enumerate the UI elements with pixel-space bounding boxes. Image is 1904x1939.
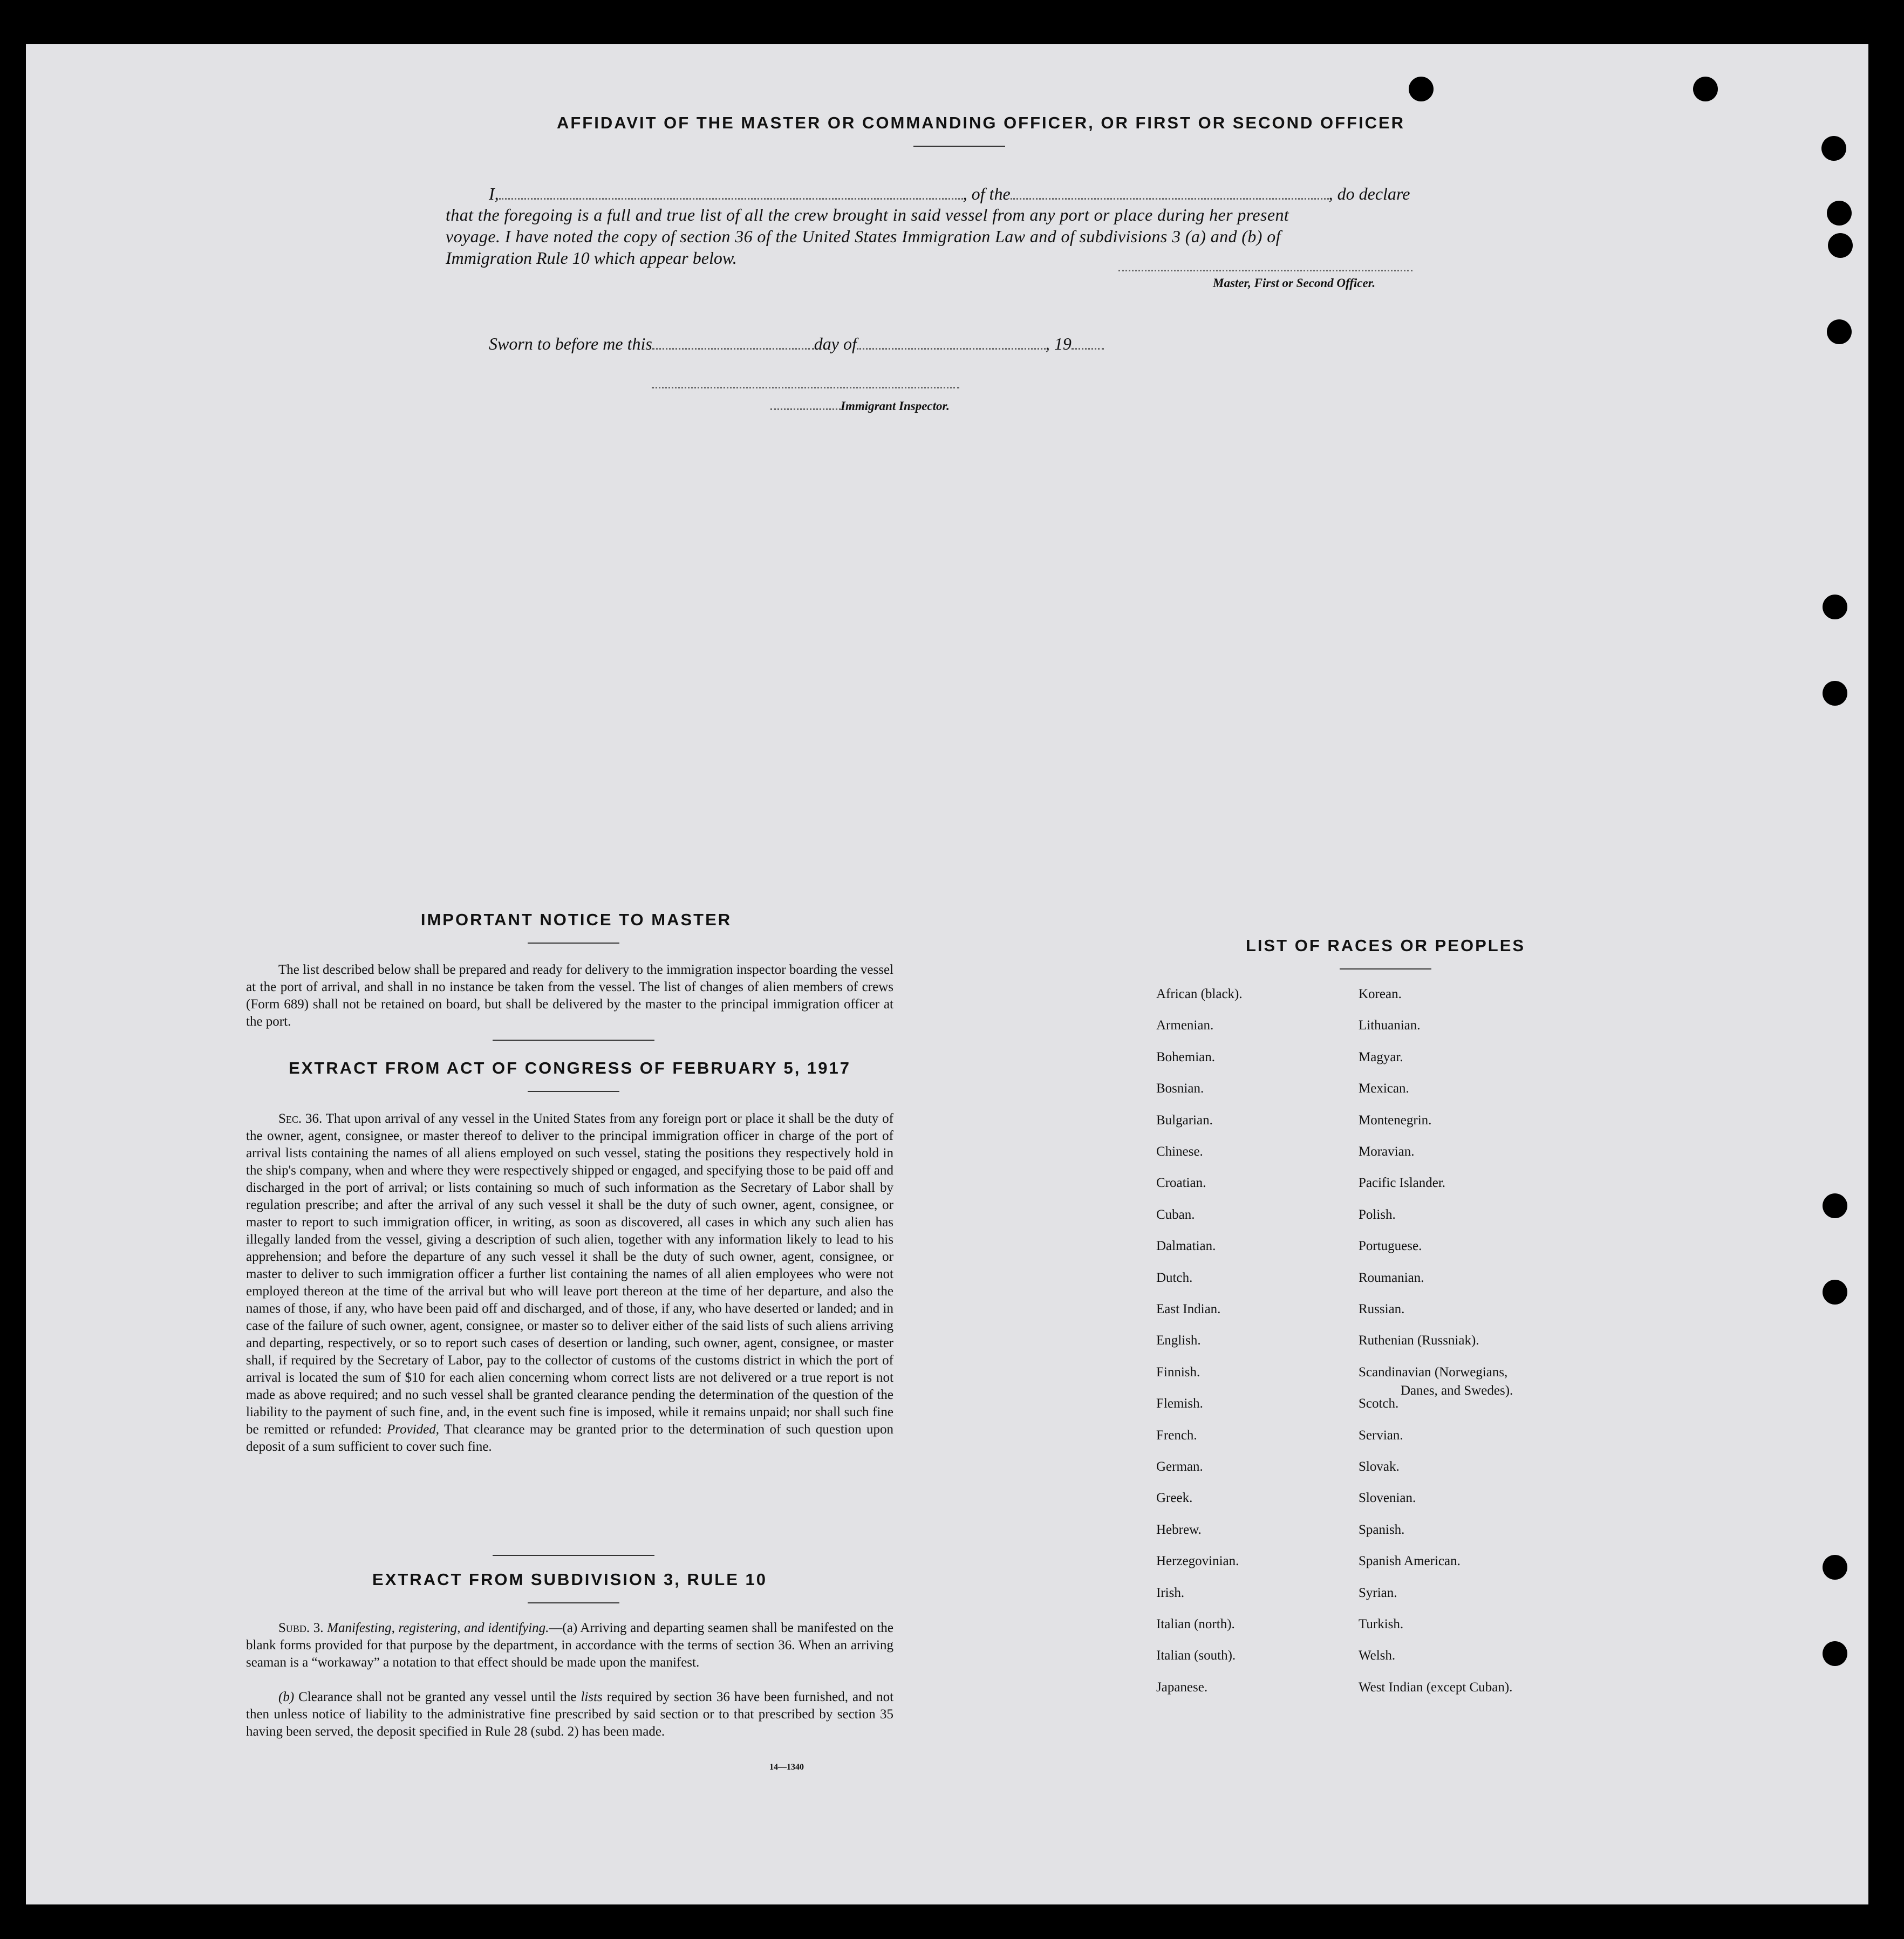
sworn-date-field[interactable] bbox=[652, 332, 814, 350]
race-entry: Dalmatian. bbox=[1156, 1239, 1216, 1254]
race-entry: Syrian. bbox=[1359, 1585, 1397, 1600]
rule-title: EXTRACT FROM SUBDIVISION 3, RULE 10 bbox=[372, 1570, 767, 1589]
race-entry: Scotch. bbox=[1359, 1396, 1399, 1411]
master-signature-label: Master, First or Second Officer. bbox=[1213, 276, 1376, 290]
sec-36-label: Sec. 36. bbox=[278, 1111, 323, 1126]
notice-title-rule bbox=[528, 943, 619, 944]
race-entry: Scandinavian (Norwegians, bbox=[1359, 1364, 1508, 1380]
subd-3-label: Subd. 3. bbox=[278, 1621, 324, 1635]
race-entry: Greek. bbox=[1156, 1491, 1193, 1506]
affidavit-declaration-line bbox=[489, 182, 1498, 204]
race-entry: Cuban. bbox=[1156, 1207, 1195, 1222]
race-entry: Welsh. bbox=[1359, 1648, 1396, 1663]
race-entry: Lithuanian. bbox=[1359, 1018, 1421, 1033]
act-title: EXTRACT FROM ACT OF CONGRESS OF FEBRUARY 5, 1917 bbox=[289, 1059, 851, 1077]
punch-hole-decoration bbox=[1823, 1193, 1847, 1218]
inspector-label: Immigrant Inspector. bbox=[841, 399, 950, 413]
punch-hole-decoration bbox=[1823, 1280, 1847, 1305]
do-declare-label: , do declare bbox=[1328, 184, 1410, 203]
race-entry: Roumanian. bbox=[1359, 1270, 1424, 1285]
affidavit-title-rule bbox=[913, 146, 1005, 147]
punch-hole-decoration bbox=[1827, 319, 1852, 344]
inspector-dotted-lead bbox=[770, 398, 841, 410]
subd-3b-label: (b) bbox=[278, 1690, 295, 1704]
race-entry: Bosnian. bbox=[1156, 1081, 1204, 1096]
race-entry: Mexican. bbox=[1359, 1081, 1409, 1096]
sec-36-end: That clearance may be granted prior to the determination of such question upon deposit of a sum sufficient to cover such fine. bbox=[246, 1422, 894, 1454]
punch-hole-decoration bbox=[1823, 681, 1847, 706]
affidavit-title: AFFIDAVIT OF THE MASTER OR COMMANDING OFFICER, OR FIRST OR SECOND OFFICER bbox=[556, 113, 1405, 132]
subd-3-heading: Manifesting, registering, and identifying. bbox=[327, 1621, 549, 1635]
form-number: 14—1340 bbox=[769, 1763, 804, 1772]
race-entry: African (black). bbox=[1156, 987, 1243, 1001]
rule-subd-3b-text bbox=[246, 1689, 893, 1740]
race-entry: Chinese. bbox=[1156, 1144, 1203, 1159]
race-entry: Flemish. bbox=[1156, 1396, 1203, 1411]
punch-hole-decoration bbox=[1821, 136, 1846, 161]
vessel-name-field[interactable] bbox=[1011, 182, 1329, 200]
race-entry: Slovak. bbox=[1359, 1459, 1400, 1474]
races-title: LIST OF RACES OR PEOPLES bbox=[1245, 936, 1526, 955]
rule-title-rule bbox=[528, 1602, 619, 1603]
sec-36-body: That upon arrival of any vessel in the United States from any foreign port or place it shall be the duty of the owner, agent, consignee, or master thereof to deliver to the principal immigration officer in charge of the port of arrival lists containing the names of all aliens employed on such vessel, stating the positions they respectively hold in the ship's company, when and where they were respectively shipped or engaged, and specifying those to be paid off and discharged in the port of arrival; or lists containing so much of such information as the Secretary of Labor shall by regulation prescribe; and after the arrival of any such vessel it shall be the duty of such owner, agent, consignee, or master to report to such immigration officer, in writing, as soon as discovered, all cases in which any such alien has illegally landed from the vessel, giving a description of such alien, together with any information likely to lead to his apprehension; and before the departure of any such vessel it shall be the duty of such owner, agent, consignee, or master to deliver to such immigration officer a further list containing the names of all alien employees who were not employed thereon at the time of the arrival but who will leave port thereon at the time of her departure, and also the names of those, if any, who have been paid off and discharged, and of those, if any, who have deserted or landed; and in case of the failure of such owner, agent, consignee, or master so to deliver either of the said lists of such aliens arriving and departing, respectively, or so to report such cases of desertion or landing, such owner, agent, consignee, or master shall, if required by the Secretary of Labor, pay to the collector of customs of the customs district in which the port of arrival is located the sum of $10 for each alien concerning whom correct lists are not delivered or a true report is not made as above required; and no such vessel shall be granted clearance pending the determination of the question of the liability to the payment of such fine, and, in the event such fine is imposed, while it remains unpaid; nor shall such fine be remitted or refunded: bbox=[246, 1111, 893, 1437]
inspector-label-line bbox=[770, 398, 950, 413]
race-entry: Moravian. bbox=[1359, 1144, 1415, 1159]
race-entry: Herzegovinian. bbox=[1156, 1554, 1239, 1569]
affidavit-line-2: that the foregoing is a full and true list of all the crew brought in said vessel from any port or place during her present bbox=[446, 205, 1289, 224]
punch-hole-decoration bbox=[1827, 201, 1852, 226]
race-entry: Magyar. bbox=[1359, 1049, 1403, 1064]
race-entry: Portuguese. bbox=[1359, 1239, 1422, 1254]
race-entry: Turkish. bbox=[1359, 1617, 1404, 1631]
rule-subd-3a-text bbox=[246, 1620, 893, 1671]
race-entry: Dutch. bbox=[1156, 1270, 1193, 1285]
race-entry: Korean. bbox=[1359, 987, 1402, 1001]
sworn-month-field[interactable] bbox=[857, 332, 1046, 350]
races-title-rule bbox=[1340, 968, 1431, 970]
affidavit-line-4: Immigration Rule 10 which appear below. bbox=[446, 248, 737, 268]
notice-end-rule bbox=[493, 1040, 654, 1041]
affidavit-i-label: I, bbox=[489, 184, 499, 203]
race-entry: English. bbox=[1156, 1333, 1201, 1348]
subd-3b-body-1: Clearance shall not be granted any vessel until the bbox=[298, 1690, 577, 1704]
race-entry: Spanish American. bbox=[1359, 1554, 1461, 1569]
notice-title: IMPORTANT NOTICE TO MASTER bbox=[420, 910, 732, 929]
race-entry: West Indian (except Cuban). bbox=[1359, 1679, 1513, 1695]
master-signature-field[interactable] bbox=[1118, 254, 1412, 271]
race-entry: Servian. bbox=[1359, 1428, 1403, 1443]
document-page bbox=[26, 44, 1868, 1904]
subd-3a-body: —(a) Arriving and departing seamen shall be manifested on the blank forms provided for that purpose by the department, in accordance with the terms of section 36. When an arriving seaman is a “workaway” a notation to that effect should be made upon the manifest. bbox=[246, 1621, 893, 1670]
race-entry: Pacific Islander. bbox=[1359, 1176, 1446, 1191]
race-entry: Italian (north). bbox=[1156, 1617, 1235, 1631]
inspector-signature-field[interactable] bbox=[652, 371, 959, 388]
punch-hole-decoration bbox=[1823, 595, 1847, 619]
punch-hole-decoration bbox=[1823, 1555, 1847, 1580]
race-entry: French. bbox=[1156, 1428, 1197, 1443]
race-entry: Montenegrin. bbox=[1359, 1112, 1432, 1128]
race-entry: German. bbox=[1156, 1459, 1203, 1474]
master-name-field[interactable] bbox=[499, 182, 963, 200]
race-entry: Russian. bbox=[1359, 1302, 1405, 1316]
race-entry-continuation: Danes, and Swedes). bbox=[1401, 1383, 1513, 1398]
race-entry: Irish. bbox=[1156, 1585, 1185, 1600]
race-entry: Croatian. bbox=[1156, 1176, 1206, 1191]
day-of-label: day of bbox=[814, 334, 857, 353]
race-entry: Bohemian. bbox=[1156, 1049, 1216, 1064]
act-title-rule bbox=[528, 1091, 619, 1092]
subd-3b-body-2: required by section 36 have been furnished, and not then unless notice of liability to the administrative fine prescribed by said section or to that prescribed by section 35 having been served, the deposit specified in Rule 28 (subd. 2) has been made. bbox=[246, 1690, 894, 1739]
punch-hole-decoration bbox=[1693, 77, 1718, 101]
race-entry: Armenian. bbox=[1156, 1018, 1214, 1033]
notice-text: The list described below shall be prepared and ready for delivery to the immigration inspector boarding the vessel at the port of arrival, and shall in no instance be taken from the vessel. The list of changes of alien members of crews (Form 689) shall not be retained on board, but shall be delivered by the master to the principal immigration officer at the port. bbox=[246, 962, 893, 1029]
race-entry: Hebrew. bbox=[1156, 1522, 1202, 1537]
race-entry: Japanese. bbox=[1156, 1679, 1208, 1695]
sworn-line bbox=[489, 332, 1104, 354]
punch-hole-decoration bbox=[1409, 77, 1434, 101]
sworn-year-field[interactable] bbox=[1072, 332, 1104, 350]
of-the-label: , of the bbox=[963, 184, 1011, 203]
affidavit-line-3: voyage. I have noted the copy of section 36 of the United States Immigration Law and of subdivisions 3 (a) and (b) of bbox=[446, 227, 1281, 246]
punch-hole-decoration bbox=[1823, 1641, 1847, 1666]
race-entry: Finnish. bbox=[1156, 1364, 1200, 1380]
race-entry: Spanish. bbox=[1359, 1522, 1405, 1537]
race-entry: Ruthenian (Russniak). bbox=[1359, 1333, 1479, 1348]
act-section-36-text bbox=[246, 1110, 893, 1456]
provided-label: Provided, bbox=[387, 1422, 439, 1437]
race-entry: Polish. bbox=[1359, 1207, 1396, 1222]
sworn-label: Sworn to before me this bbox=[489, 334, 652, 353]
punch-hole-decoration bbox=[1828, 233, 1853, 258]
race-entry: East Indian. bbox=[1156, 1302, 1221, 1316]
year-label: , 19 bbox=[1045, 334, 1072, 353]
act-end-rule bbox=[493, 1555, 654, 1556]
race-entry: Italian (south). bbox=[1156, 1648, 1236, 1663]
race-entry: Slovenian. bbox=[1359, 1491, 1416, 1506]
race-entry: Bulgarian. bbox=[1156, 1112, 1213, 1128]
lists-word: lists bbox=[581, 1690, 603, 1704]
